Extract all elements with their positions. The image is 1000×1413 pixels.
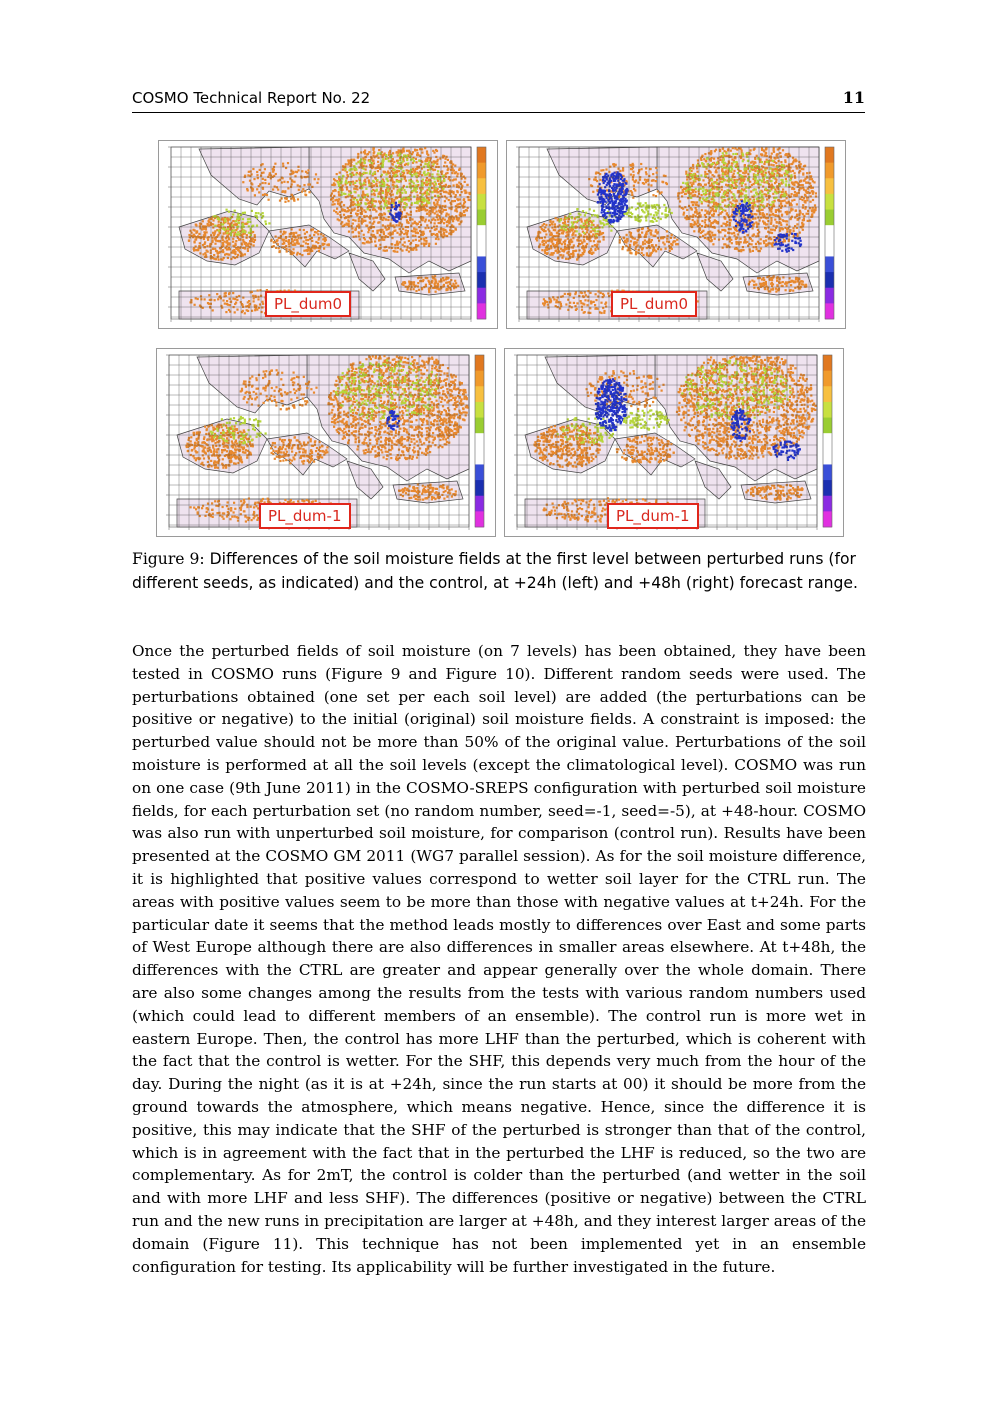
colorbar bbox=[823, 355, 832, 527]
panel-label: PL_dum0 bbox=[265, 291, 351, 317]
colorbar bbox=[475, 355, 484, 527]
colorbar bbox=[477, 147, 486, 319]
map-panel-pl-dum-1-48h bbox=[504, 348, 844, 537]
figure-caption bbox=[132, 547, 866, 595]
map-panel-pl-dum-1-24h bbox=[156, 348, 496, 537]
page-number: 11 bbox=[842, 88, 865, 107]
map-panel-pl-dum0-48h bbox=[506, 140, 846, 329]
panel-label: PL_dum-1 bbox=[259, 503, 351, 529]
report-title: COSMO Technical Report No. 22 bbox=[132, 89, 371, 107]
map-panel-pl-dum0-24h bbox=[158, 140, 498, 329]
caption-text: Differences of the soil moisture fields at the first level between perturbed runs (for different seeds, as indicated) and the control, at +24h (left) and +48h (right) forecast range. bbox=[132, 550, 858, 592]
running-header bbox=[132, 86, 865, 113]
body-paragraph: Once the perturbed fields of soil moisture (on 7 levels) has been obtained, they have been tested in COSMO runs (Figure 9 and Figure 10). Different random seeds were used. The perturbations obtained (one set per each soil level) are added (the perturbations can be positive or negative) to the initial (original) soil moisture fields. A constraint is imposed: the perturbed value should not be more than 50% of the original value. Perturbations of the soil moisture is performed at all the soil levels (except the climatological level). COSMO was run on one case (9th June 2011) in the COSMO-SREPS configuration with perturbed soil moisture fields, for each perturbation set (no random number, seed=-1, seed=-5), at +48-hour. COSMO was also run with unperturbed soil moisture, for comparison (control run). Results have been presented at the COSMO GM 2011 (WG7 parallel session). As for the soil moisture difference, it is highlighted that positive values correspond to wetter soil layer for the CTRL run. The areas with positive values seem to be more than those with negative values at t+24h. For the particular date it seems that the method leads mostly to differences over East and some parts of West Europe although there are also differences in smaller areas elsewhere. At t+48h, the differences with the CTRL are greater and appear generally over the whole domain. There are also some changes among the results from the tests with various random numbers used (which could lead to different members of an ensemble). The control run is more wet in eastern Europe. Then, the control has more LHF than the perturbed, which is coherent with the fact that the control is wetter. For the SHF, this depends very much from the hour of the day. During the night (as it is at +24h, since the run starts at 00) it should be more from the ground towards the atmosphere, which means negative. Hence, since the difference it is positive, this may indicate that the SHF of the perturbed is stronger than that of the control, which is in agreement with the fact that in the perturbed the LHF is reduced, so the two are complementary. As for 2mT, the control is colder than the perturbed (and wetter in the soil and with more LHF and less SHF). The differences (positive or negative) between the CTRL run and the new runs in precipitation are larger at +48h, and they interest larger areas of the domain (Figure 11). This technique has not been implemented yet in an ensemble configuration for testing. Its applicability will be further investigated in the future. bbox=[132, 642, 866, 1276]
panel-label: PL_dum0 bbox=[611, 291, 697, 317]
colorbar bbox=[825, 147, 834, 319]
caption-prefix: Figure 9: bbox=[132, 550, 205, 568]
panel-label: PL_dum-1 bbox=[607, 503, 699, 529]
